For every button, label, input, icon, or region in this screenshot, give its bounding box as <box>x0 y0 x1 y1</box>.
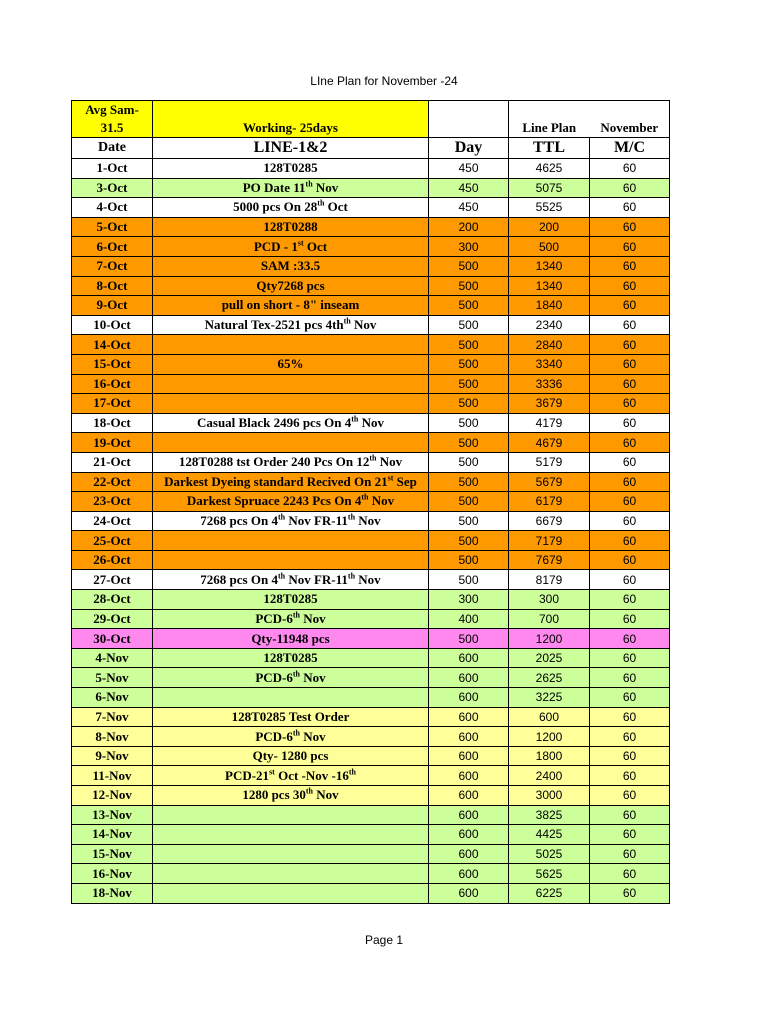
mc-cell: 60 <box>590 374 670 394</box>
description-cell: PCD-6th Nov <box>153 727 429 747</box>
mc-cell: 60 <box>590 844 670 864</box>
mc-cell: 60 <box>590 609 670 629</box>
mc-cell: 60 <box>590 570 670 590</box>
day-cell: 600 <box>429 805 509 825</box>
description-cell: 128T0285 <box>153 590 429 610</box>
november-header: November <box>590 101 670 138</box>
date-cell: 28-Oct <box>72 590 153 610</box>
mc-cell: 60 <box>590 648 670 668</box>
mc-cell: 60 <box>590 531 670 551</box>
date-cell: 14-Nov <box>72 825 153 845</box>
description-cell: 128T0285 <box>153 159 429 179</box>
description-cell <box>153 883 429 903</box>
mc-cell: 60 <box>590 433 670 453</box>
description-cell: Natural Tex-2521 pcs $4th^{th}$ Nov <box>153 315 429 335</box>
table-row <box>72 590 670 610</box>
table-row <box>72 825 670 845</box>
date-cell: 21-Oct <box>72 452 153 472</box>
avg-sam-label: Avg Sam- <box>85 102 139 117</box>
ttl-cell: 1340 <box>509 256 590 276</box>
table-row <box>72 217 670 237</box>
mc-cell: 60 <box>590 413 670 433</box>
table-row <box>72 374 670 394</box>
table-row <box>72 786 670 806</box>
table-row <box>72 276 670 296</box>
table-row <box>72 550 670 570</box>
ttl-cell: 500 <box>509 237 590 257</box>
ttl-cell: 7679 <box>509 550 590 570</box>
date-cell: 6-Oct <box>72 237 153 257</box>
date-cell: 5-Nov <box>72 668 153 688</box>
document-title: LIne Plan for November -24 <box>310 74 458 88</box>
mc-cell: 60 <box>590 786 670 806</box>
mc-cell: 60 <box>590 707 670 727</box>
day-cell: 500 <box>429 394 509 414</box>
description-cell <box>153 688 429 708</box>
date-cell: 1-Oct <box>72 159 153 179</box>
mc-cell: 60 <box>590 394 670 414</box>
date-cell: 16-Nov <box>72 864 153 884</box>
day-cell: 500 <box>429 276 509 296</box>
ttl-cell: 6679 <box>509 511 590 531</box>
date-cell: 30-Oct <box>72 629 153 649</box>
ttl-cell: 4679 <box>509 433 590 453</box>
description-cell <box>153 374 429 394</box>
ttl-cell: 5525 <box>509 198 590 218</box>
day-cell: 200 <box>429 217 509 237</box>
header-row-2 <box>72 138 670 159</box>
day-cell: 500 <box>429 296 509 316</box>
table-row <box>72 315 670 335</box>
mc-cell: 60 <box>590 217 670 237</box>
day-cell: 500 <box>429 550 509 570</box>
mc-cell: 60 <box>590 492 670 512</box>
day-cell: 600 <box>429 746 509 766</box>
table-row <box>72 472 670 492</box>
table-row <box>72 237 670 257</box>
description-cell: 128T0285 Test Order <box>153 707 429 727</box>
ttl-cell: 700 <box>509 609 590 629</box>
date-cell: 6-Nov <box>72 688 153 708</box>
mc-cell: 60 <box>590 766 670 786</box>
table-row <box>72 178 670 198</box>
mc-cell: 60 <box>590 335 670 355</box>
ttl-cell: 2400 <box>509 766 590 786</box>
description-cell: PCD-21st Oct -Nov -16th <box>153 766 429 786</box>
date-cell: 24-Oct <box>72 511 153 531</box>
ttl-cell: 300 <box>509 590 590 610</box>
date-cell: 26-Oct <box>72 550 153 570</box>
date-cell: 8-Nov <box>72 727 153 747</box>
date-cell: 17-Oct <box>72 394 153 414</box>
description-cell <box>153 531 429 551</box>
table-row <box>72 746 670 766</box>
day-cell: 600 <box>429 688 509 708</box>
date-cell: 23-Oct <box>72 492 153 512</box>
blank-header-cell <box>429 101 509 138</box>
table-row <box>72 707 670 727</box>
date-cell: 27-Oct <box>72 570 153 590</box>
table-row <box>72 354 670 374</box>
date-cell: 13-Nov <box>72 805 153 825</box>
day-cell: 600 <box>429 864 509 884</box>
table-row <box>72 688 670 708</box>
mc-cell: 60 <box>590 296 670 316</box>
ttl-cell: 3000 <box>509 786 590 806</box>
table-row <box>72 844 670 864</box>
description-cell: Casual Black 2496 pcs On 4th Nov <box>153 413 429 433</box>
day-cell: 600 <box>429 825 509 845</box>
table-row <box>72 198 670 218</box>
day-cell: 500 <box>429 256 509 276</box>
day-cell: 600 <box>429 707 509 727</box>
day-cell: 500 <box>429 570 509 590</box>
day-cell: 600 <box>429 766 509 786</box>
table-row <box>72 883 670 903</box>
table-row <box>72 609 670 629</box>
description-cell <box>153 844 429 864</box>
ttl-cell: 5025 <box>509 844 590 864</box>
description-cell: pull on short - 8" inseam <box>153 296 429 316</box>
description-cell: PO Date 11th Nov <box>153 178 429 198</box>
mc-header: M/C <box>590 138 670 159</box>
table-row <box>72 570 670 590</box>
ttl-cell: 1200 <box>509 629 590 649</box>
description-cell: Qty-11948 pcs <box>153 629 429 649</box>
description-cell: 7268 pcs On 4th Nov FR-11th Nov <box>153 570 429 590</box>
day-cell: 500 <box>429 531 509 551</box>
table-row <box>72 531 670 551</box>
day-cell: 500 <box>429 452 509 472</box>
date-cell: 14-Oct <box>72 335 153 355</box>
ttl-cell: 4179 <box>509 413 590 433</box>
mc-cell: 60 <box>590 198 670 218</box>
description-cell: 1280 pcs 30th Nov <box>153 786 429 806</box>
day-header: Day <box>429 138 509 159</box>
day-cell: 450 <box>429 198 509 218</box>
mc-cell: 60 <box>590 315 670 335</box>
mc-cell: 60 <box>590 688 670 708</box>
mc-cell: 60 <box>590 276 670 296</box>
ttl-cell: 3225 <box>509 688 590 708</box>
description-cell <box>153 335 429 355</box>
date-cell: 5-Oct <box>72 217 153 237</box>
line-plan-table <box>71 100 670 904</box>
ttl-cell: 1800 <box>509 746 590 766</box>
table-row <box>72 296 670 316</box>
mc-cell: 60 <box>590 668 670 688</box>
date-cell: 9-Nov <box>72 746 153 766</box>
ttl-cell: 3825 <box>509 805 590 825</box>
day-cell: 300 <box>429 590 509 610</box>
mc-cell: 60 <box>590 452 670 472</box>
ttl-cell: 4625 <box>509 159 590 179</box>
ttl-cell: 6225 <box>509 883 590 903</box>
description-cell: Qty7268 pcs <box>153 276 429 296</box>
ttl-cell: 5679 <box>509 472 590 492</box>
mc-cell: 60 <box>590 237 670 257</box>
date-cell: 10-Oct <box>72 315 153 335</box>
day-cell: 600 <box>429 844 509 864</box>
ttl-cell: 1840 <box>509 296 590 316</box>
description-cell: SAM :33.5 <box>153 256 429 276</box>
mc-cell: 60 <box>590 825 670 845</box>
ttl-cell: 2840 <box>509 335 590 355</box>
ttl-cell: 1200 <box>509 727 590 747</box>
date-cell: 25-Oct <box>72 531 153 551</box>
ttl-cell: 3336 <box>509 374 590 394</box>
ttl-cell: 2625 <box>509 668 590 688</box>
table-row <box>72 452 670 472</box>
ttl-cell: 5625 <box>509 864 590 884</box>
mc-cell: 60 <box>590 511 670 531</box>
working-days-cell: Working- 25days <box>153 101 429 138</box>
ttl-cell: 3679 <box>509 394 590 414</box>
description-cell <box>153 864 429 884</box>
ttl-cell: 4425 <box>509 825 590 845</box>
day-cell: 500 <box>429 492 509 512</box>
table-row <box>72 727 670 747</box>
ttl-cell: 5075 <box>509 178 590 198</box>
day-cell: 500 <box>429 315 509 335</box>
ttl-cell: 200 <box>509 217 590 237</box>
table-row <box>72 492 670 512</box>
date-cell: 19-Oct <box>72 433 153 453</box>
mc-cell: 60 <box>590 805 670 825</box>
ttl-cell: 7179 <box>509 531 590 551</box>
description-cell: PCD - 1st Oct <box>153 237 429 257</box>
description-cell: 128T0288 <box>153 217 429 237</box>
date-cell: 11-Nov <box>72 766 153 786</box>
day-cell: 500 <box>429 511 509 531</box>
mc-cell: 60 <box>590 590 670 610</box>
table-row <box>72 629 670 649</box>
date-cell: 7-Oct <box>72 256 153 276</box>
ttl-cell: 8179 <box>509 570 590 590</box>
table-row <box>72 648 670 668</box>
description-cell: Qty- 1280 pcs <box>153 746 429 766</box>
mc-cell: 60 <box>590 727 670 747</box>
day-cell: 600 <box>429 727 509 747</box>
table-row <box>72 805 670 825</box>
day-cell: 400 <box>429 609 509 629</box>
date-cell: 22-Oct <box>72 472 153 492</box>
date-header: Date <box>72 138 153 159</box>
date-cell: 7-Nov <box>72 707 153 727</box>
ttl-header: TTL <box>509 138 590 159</box>
day-cell: 450 <box>429 178 509 198</box>
table-row <box>72 413 670 433</box>
description-cell <box>153 805 429 825</box>
date-cell: 15-Oct <box>72 354 153 374</box>
mc-cell: 60 <box>590 746 670 766</box>
ttl-cell: 1340 <box>509 276 590 296</box>
date-cell: 16-Oct <box>72 374 153 394</box>
date-cell: 15-Nov <box>72 844 153 864</box>
date-cell: 29-Oct <box>72 609 153 629</box>
table-row <box>72 394 670 414</box>
date-cell: 3-Oct <box>72 178 153 198</box>
ttl-cell: 6179 <box>509 492 590 512</box>
mc-cell: 60 <box>590 472 670 492</box>
table-row <box>72 335 670 355</box>
ttl-cell: 2340 <box>509 315 590 335</box>
table-row <box>72 668 670 688</box>
description-cell: Darkest Spruace 2243 Pcs On 4th Nov <box>153 492 429 512</box>
table-row <box>72 159 670 179</box>
ttl-cell: 3340 <box>509 354 590 374</box>
description-cell: PCD-6th Nov <box>153 609 429 629</box>
page-footer: Page 1 <box>364 933 404 947</box>
description-cell: 65% <box>153 354 429 374</box>
day-cell: 600 <box>429 786 509 806</box>
mc-cell: 60 <box>590 354 670 374</box>
ttl-cell: 600 <box>509 707 590 727</box>
day-cell: 500 <box>429 374 509 394</box>
day-cell: 500 <box>429 354 509 374</box>
day-cell: 600 <box>429 648 509 668</box>
day-cell: 500 <box>429 472 509 492</box>
date-cell: 4-Oct <box>72 198 153 218</box>
mc-cell: 60 <box>590 256 670 276</box>
mc-cell: 60 <box>590 864 670 884</box>
table-row <box>72 433 670 453</box>
description-cell <box>153 394 429 414</box>
description-cell: Darkest Dyeing standard Recived On 21st Sep <box>153 472 429 492</box>
line-header: LINE-1&2 <box>153 138 429 159</box>
header-row-1 <box>72 101 670 138</box>
day-cell: 500 <box>429 335 509 355</box>
description-cell: 5000 pcs On 28th Oct <box>153 198 429 218</box>
mc-cell: 60 <box>590 159 670 179</box>
date-cell: 18-Oct <box>72 413 153 433</box>
description-cell <box>153 550 429 570</box>
date-cell: 4-Nov <box>72 648 153 668</box>
table-row <box>72 256 670 276</box>
day-cell: 600 <box>429 883 509 903</box>
mc-cell: 60 <box>590 550 670 570</box>
date-cell: 9-Oct <box>72 296 153 316</box>
line-plan-header: Line Plan <box>509 101 590 138</box>
table-row <box>72 511 670 531</box>
ttl-cell: 2025 <box>509 648 590 668</box>
ttl-cell: 5179 <box>509 452 590 472</box>
description-cell <box>153 825 429 845</box>
description-cell: 128T0285 <box>153 648 429 668</box>
mc-cell: 60 <box>590 629 670 649</box>
table-row <box>72 766 670 786</box>
day-cell: 600 <box>429 668 509 688</box>
day-cell: 500 <box>429 433 509 453</box>
date-cell: 12-Nov <box>72 786 153 806</box>
day-cell: 500 <box>429 413 509 433</box>
avg-sam-value: 31.5 <box>100 120 124 135</box>
description-cell: 7268 pcs On 4th Nov FR-11th Nov <box>153 511 429 531</box>
day-cell: 500 <box>429 629 509 649</box>
date-cell: 18-Nov <box>72 883 153 903</box>
description-cell: PCD-6th Nov <box>153 668 429 688</box>
day-cell: 300 <box>429 237 509 257</box>
avg-sam-cell <box>72 101 153 138</box>
description-cell <box>153 433 429 453</box>
date-cell: 8-Oct <box>72 276 153 296</box>
mc-cell: 60 <box>590 178 670 198</box>
mc-cell: 60 <box>590 883 670 903</box>
day-cell: 450 <box>429 159 509 179</box>
description-cell: 128T0288 tst Order 240 Pcs On 12th Nov <box>153 452 429 472</box>
table-row <box>72 864 670 884</box>
